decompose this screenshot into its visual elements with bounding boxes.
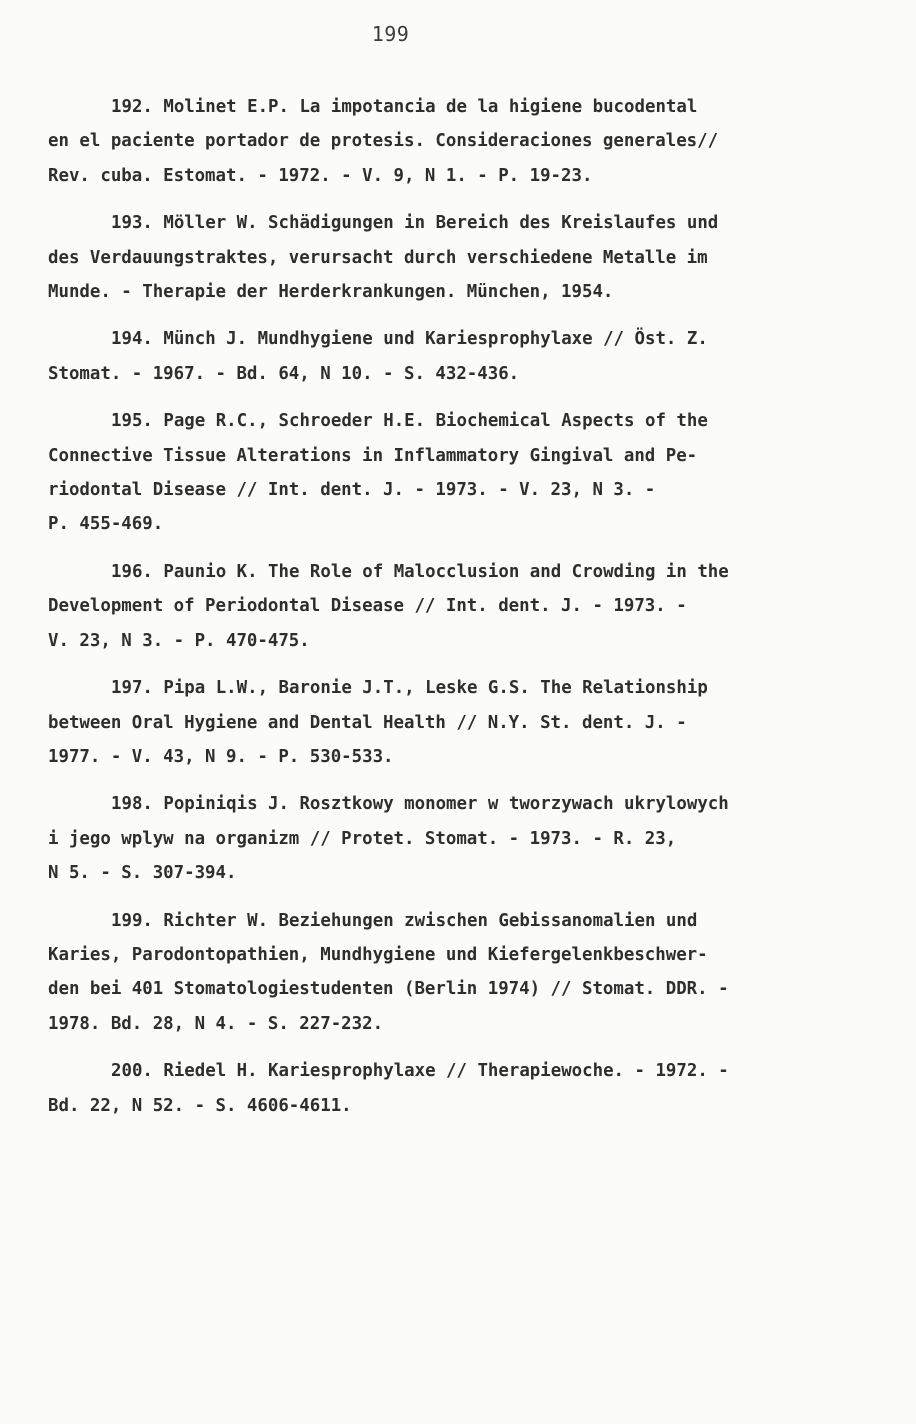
reference-197 (48, 671, 870, 774)
reference-line: 199. Richter W. Beziehungen zwischen Gebissanomalien und (111, 910, 698, 931)
reference-line: 1978. Bd. 28, N 4. - S. 227-232. (48, 1013, 384, 1034)
reference-194 (48, 322, 870, 391)
reference-195 (48, 404, 870, 542)
reference-line: N 5. - S. 307-394. (48, 863, 237, 884)
reference-line: Development of Periodontal Disease // Int. dent. J. - 1973. - (48, 596, 687, 617)
reference-line: riodontal Disease // Int. dent. J. - 1973. - V. 23, N 3. - (48, 480, 656, 501)
reference-line: 195. Page R.C., Schroeder H.E. Biochemical Aspects of the (111, 411, 708, 432)
reference-line: 193. Möller W. Schädigungen in Bereich des Kreislaufes und (111, 213, 719, 234)
reference-line: Munde. - Therapie der Herderkrankungen. München, 1954. (48, 282, 614, 303)
reference-line: 198. Popiniqis J. Rosztkowy monomer w tworzywach ukrylowych (111, 794, 729, 815)
reference-line: den bei 401 Stomatologiestudenten (Berlin 1974) // Stomat. DDR. - (48, 979, 729, 1000)
reference-line: Rev. cuba. Estomat. - 1972. - V. 9, N 1. - P. 19-23. (48, 165, 593, 186)
reference-line: i jego wplyw na organizm // Protet. Stomat. - 1973. - R. 23, (48, 828, 677, 849)
reference-line: between Oral Hygiene and Dental Health // N.Y. St. dent. J. - (48, 712, 687, 733)
reference-196 (48, 555, 870, 658)
reference-198 (48, 787, 870, 890)
reference-line: Bd. 22, N 52. - S. 4606-4611. (48, 1095, 352, 1116)
reference-193 (48, 206, 870, 309)
reference-line: Connective Tissue Alterations in Inflammatory Gingival and Pe- (48, 445, 698, 466)
reference-line: 194. Münch J. Mundhygiene und Kariesprophylaxe // Öst. Z. (111, 329, 708, 350)
page-number: 199 (371, 22, 410, 46)
reference-line: Stomat. - 1967. - Bd. 64, N 10. - S. 432-436. (48, 363, 520, 384)
reference-line: Karies, Parodontopathien, Mundhygiene und Kiefergelenkbeschwer- (48, 944, 708, 965)
reference-list (48, 90, 870, 1123)
reference-192 (48, 90, 870, 193)
reference-line: des Verdauungstraktes, verursacht durch verschiedene Metalle im (48, 247, 708, 268)
reference-line: 200. Riedel H. Kariesprophylaxe // Therapiewoche. - 1972. - (111, 1061, 729, 1082)
reference-line: 1977. - V. 43, N 9. - P. 530-533. (48, 746, 394, 767)
reference-line: V. 23, N 3. - P. 470-475. (48, 630, 310, 651)
reference-200 (48, 1054, 870, 1123)
reference-line: P. 455-469. (48, 514, 164, 535)
reference-line: 196. Paunio K. The Role of Malocclusion and Crowding in the (111, 561, 729, 582)
reference-line: en el paciente portador de protesis. Consideraciones generales// (48, 131, 719, 152)
reference-199 (48, 904, 870, 1042)
reference-line: 197. Pipa L.W., Baronie J.T., Leske G.S. The Relationship (111, 678, 708, 699)
reference-line: 192. Molinet E.P. La impotancia de la higiene bucodental (111, 97, 698, 117)
